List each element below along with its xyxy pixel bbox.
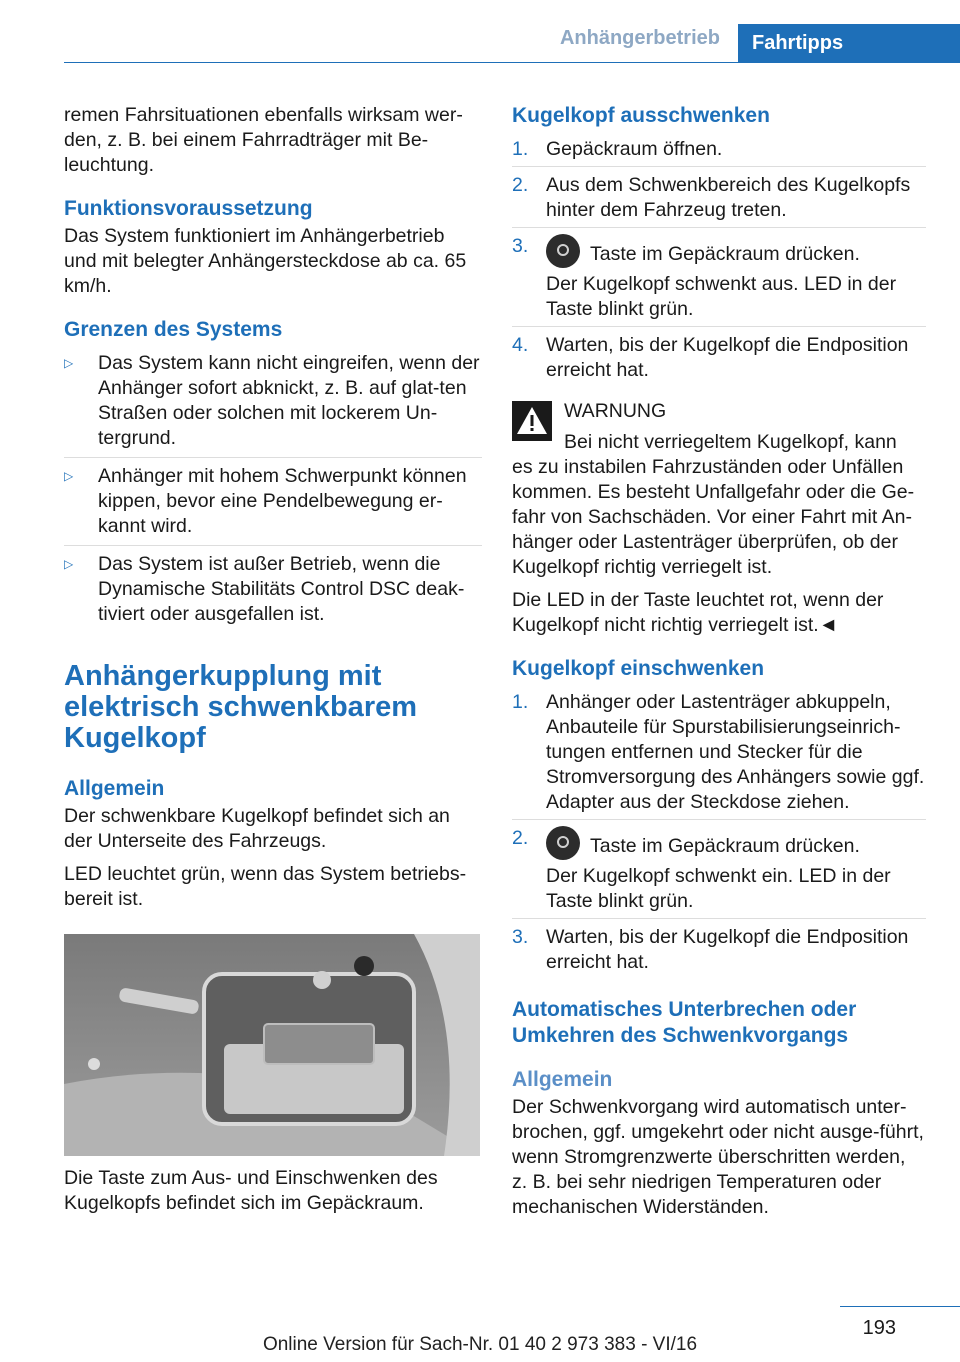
- step-number: 1.: [512, 138, 529, 160]
- warning-led-text: Die LED in der Taste leuchtet rot, wenn der Kugelkopf nicht richtig verriegelt ist.◄: [512, 589, 884, 636]
- header-active-tab[interactable]: Fahrtipps: [738, 24, 960, 62]
- step-text: Anhänger oder Lastenträger abkuppeln, Anbauteile für Spurstabilisierungseinrich‐tungen entfernen und Stecker für die Stromversorgung des Anhängers sowie ggf. Adapter aus der Steckdose ziehen.: [546, 691, 925, 813]
- heading-ausschwenken: Kugelkopf ausschwenken: [512, 104, 770, 127]
- allgemein-text-1: Der schwenkbare Kugelkopf befindet sich an der Unterseite des Fahrzeugs.: [64, 805, 450, 852]
- list-item: [512, 820, 926, 919]
- step-content: [546, 234, 926, 322]
- list-item: [512, 167, 926, 228]
- bullet-text: Das System kann nicht eingreifen, wenn der Anhänger sofort abknickt, z. B. auf glat‐ten Straßen oder solchen mit lockerem Un‐tergrund.: [98, 352, 480, 449]
- trailer-hitch-button-icon: [546, 234, 580, 268]
- triangle-bullet-icon: ▷: [64, 557, 74, 571]
- warning-text: es zu instabilen Fahrzuständen oder Unfällen kommen. Es besteht Unfallgefahr oder die Ge‐fahr von Sachschäden. Vor einer Fahrt mit An‐hänger oder Lastenträger überprüfen, ob der Kugelkopf richtig verriegelt ist.: [512, 456, 915, 578]
- step-subtext: Der Kugelkopf schwenkt aus. LED in der Taste blinkt grün.: [546, 273, 897, 320]
- funktion-text: Das System funktioniert im Anhängerbetrieb und mit belegter Anhängersteckdose ab ca. 65 km/h.: [64, 225, 467, 297]
- bullet-text: Anhänger mit hohem Schwerpunkt können kippen, bevor eine Pendelbewegung er‐kannt wird.: [98, 465, 467, 537]
- triangle-bullet-icon: ▷: [64, 469, 74, 483]
- step-text: Taste im Gepäckraum drücken.: [590, 243, 860, 265]
- bullet-text: Das System ist außer Betrieb, wenn die Dynamische Stabilitäts Control DSC deak‐tiviert oder ausgefallen ist.: [98, 553, 465, 625]
- allgemein-text-2: LED leuchtet grün, wenn das System betriebs‐bereit ist.: [64, 863, 467, 910]
- list-item: [512, 684, 926, 820]
- heading-funktionsvoraussetzung: Funktionsvoraussetzung: [64, 197, 313, 220]
- heading-grenzen: Grenzen des Systems: [64, 318, 283, 341]
- footer-rule: [840, 1306, 960, 1307]
- header-section-tab[interactable]: Anhängerbetrieb: [559, 27, 720, 49]
- step-number: 1.: [512, 691, 529, 713]
- right-column: [512, 103, 926, 1228]
- step-number: 3.: [512, 926, 529, 948]
- heading-einschwenken: Kugelkopf einschwenken: [512, 657, 765, 680]
- triangle-bullet-icon: ▷: [64, 356, 74, 370]
- step-number: 3.: [512, 235, 529, 257]
- step-text: Warten, bis der Kugelkopf die Endposition erreicht hat.: [546, 334, 909, 381]
- step-text: Gepäckraum öffnen.: [546, 138, 723, 160]
- heading-automatisch: Automatisches Unterbrechen oder Umkehren des Schwenkvorgangs: [512, 998, 857, 1047]
- heading-allgemein: Allgemein: [64, 777, 165, 800]
- step-text: Taste im Gepäckraum drücken.: [590, 835, 860, 857]
- heading-main: Anhängerkupplung mit elektrisch schwenkbarem Kugelkopf: [64, 660, 418, 754]
- list-item: [64, 345, 482, 458]
- left-column: [64, 103, 482, 1224]
- intro-text: remen Fahrsituationen ebenfalls wirksam wer‐den, z. B. bei einem Fahrradträger mit Be‐leuchtung.: [64, 104, 463, 176]
- heading-allgemein-2: Allgemein: [512, 1068, 613, 1091]
- step-subtext: Der Kugelkopf schwenkt ein. LED in der Taste blinkt grün.: [546, 865, 891, 912]
- list-item: [512, 327, 926, 387]
- trunk-photo: [64, 934, 480, 1156]
- warning-text-first: Bei nicht verriegeltem Kugelkopf, kann: [564, 431, 897, 453]
- list-item: [512, 131, 926, 167]
- step-text: Warten, bis der Kugelkopf die Endposition erreicht hat.: [546, 926, 909, 973]
- header-rule: [64, 62, 960, 63]
- list-item: [512, 228, 926, 327]
- photo-caption: Die Taste zum Aus- und Einschwenken des Kugelkopfs befindet sich im Gepäckraum.: [64, 1167, 438, 1214]
- list-item: [512, 919, 926, 979]
- step-number: 2.: [512, 174, 529, 196]
- step-number: 2.: [512, 827, 529, 849]
- step-content: [546, 826, 926, 914]
- warning-icon: [512, 401, 552, 441]
- page-number: 193: [862, 1317, 896, 1339]
- warning-title: WARNUNG: [564, 400, 667, 422]
- warning-box: [512, 399, 926, 638]
- step-text: Aus dem Schwenkbereich des Kugelkopfs hinter dem Fahrzeug treten.: [546, 174, 911, 221]
- list-item: [64, 546, 482, 633]
- step-number: 4.: [512, 334, 529, 356]
- list-item: [64, 458, 482, 546]
- online-version-note: Online Version für Sach-Nr. 01 40 2 973 383 - VI/16: [262, 1334, 698, 1355]
- auto-text: Der Schwenkvorgang wird automatisch unter‐brochen, ggf. umgekehrt oder nicht ausge‐führt, wenn Stromgrenzwerte überschritten werden, z. B. bei sehr niedrigen Temperaturen oder mechanischen Widerständen.: [512, 1096, 924, 1218]
- trailer-hitch-button-icon: [546, 826, 580, 860]
